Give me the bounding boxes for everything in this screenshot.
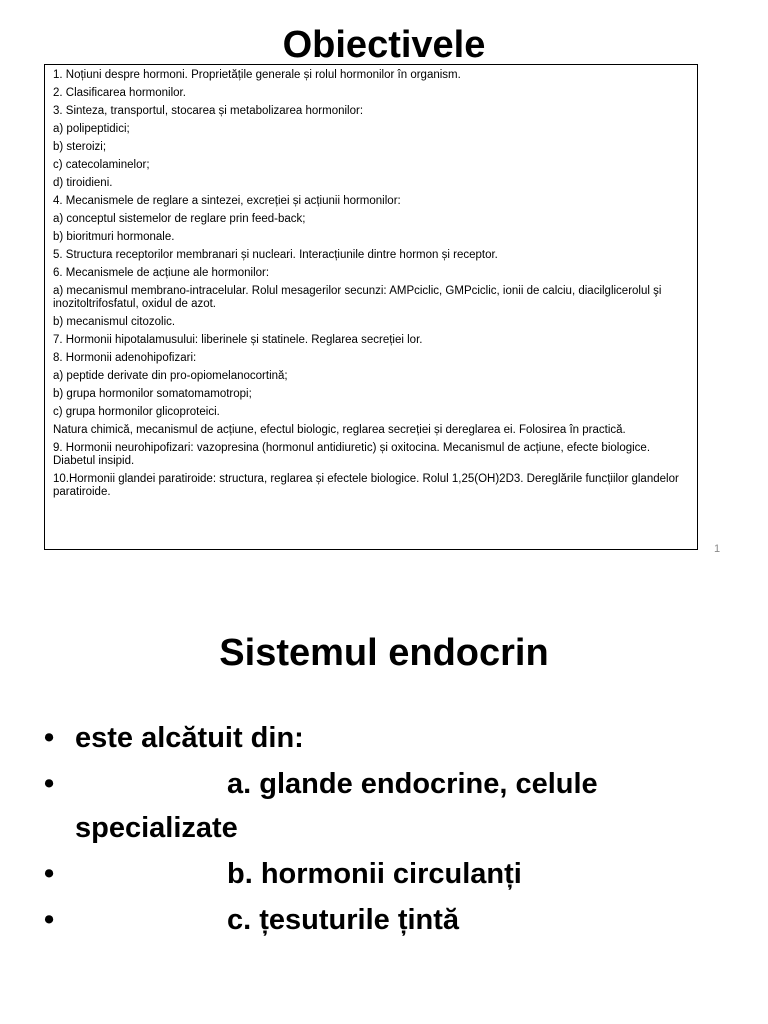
bullet-dot-icon: •	[44, 722, 55, 754]
bullet-item	[44, 852, 724, 896]
objective-item: 8. Hormonii adenohipofizari:	[53, 352, 197, 364]
objective-item: 10.Hormonii glandei paratiroide: structura, reglarea și efectele biologice. Rolul 1,25(OH)2D3. Dereglările funcțiilor glandelor paratiroide.	[53, 473, 679, 498]
objective-item: a) conceptul sistemelor de reglare prin feed-back;	[53, 213, 306, 225]
objective-item: 1. Noțiuni despre hormoni. Proprietățile generale și rolul hormonilor în organism.	[53, 69, 461, 81]
bullet-text: c. țesuturile țintă	[227, 904, 460, 936]
objective-item: b) grupa hormonilor somatomamotropi;	[53, 388, 252, 400]
bullet-dot-icon: •	[44, 858, 55, 890]
slide-title-endocrine-system: Sistemul endocrin	[219, 632, 549, 674]
objectives-list-box	[44, 64, 698, 550]
objective-item: c) grupa hormonilor glicoproteici.	[53, 406, 220, 418]
objective-item: 2. Clasificarea hormonilor.	[53, 87, 186, 99]
bullet-text: este alcătuit din:	[75, 722, 304, 754]
objective-item: c) catecolaminelor;	[53, 159, 150, 171]
objective-item: 7. Hormonii hipotalamusului: liberinele și statinele. Reglarea secreției lor.	[53, 334, 423, 346]
bullet-item	[44, 716, 724, 760]
bullet-item	[44, 762, 724, 850]
objective-item: b) mecanismul citozolic.	[53, 316, 176, 328]
objective-item: Natura chimică, mecanismul de acțiune, efectul biologic, reglarea secreției și dereglarea ei. Folosirea în practică.	[53, 424, 626, 436]
objective-item: b) bioritmuri hormonale.	[53, 231, 175, 243]
objective-item: 3. Sinteza, transportul, stocarea și metabolizarea hormonilor:	[53, 105, 364, 117]
objective-item: a) polipeptidici;	[53, 123, 130, 135]
objective-item: 6. Mecanismele de acțiune ale hormonilor:	[53, 267, 270, 279]
objective-item: b) steroizi;	[53, 141, 107, 153]
bullet-text: b. hormonii circulanți	[227, 858, 522, 890]
objective-item: 5. Structura receptorilor membranari și nucleari. Interacțiunile dintre hormon și receptor.	[53, 249, 498, 261]
objective-item: a) peptide derivate din pro-opiomelanocortină;	[53, 370, 288, 382]
objective-item: 4. Mecanismele de reglare a sintezei, excreției și acțiunii hormonilor:	[53, 195, 401, 207]
bullet-dot-icon: •	[44, 768, 55, 800]
slide-title-objectives: Obiectivele	[282, 24, 486, 66]
objective-item: d) tiroidieni.	[53, 177, 113, 189]
objective-item: a) mecanismul membrano-intracelular. Rolul mesagerilor secunzi: AMPciclic, GMPciclic, ionii de calciu, diacilglicerolul şi inozitoltrifosfatul, oxidul de azot.	[53, 285, 662, 310]
bullet-list	[44, 716, 724, 944]
page-number: 1	[714, 543, 721, 555]
objective-item: 9. Hormonii neurohipofizari: vazopresina (hormonul antidiuretic) și oxitocina. Mecanismul de acțiune, efecte biologice. Diabetul insipid.	[53, 442, 651, 467]
bullet-dot-icon: •	[44, 904, 55, 936]
bullet-item	[44, 898, 724, 942]
bullet-text: a. glande endocrine, celule specializate	[75, 768, 598, 844]
